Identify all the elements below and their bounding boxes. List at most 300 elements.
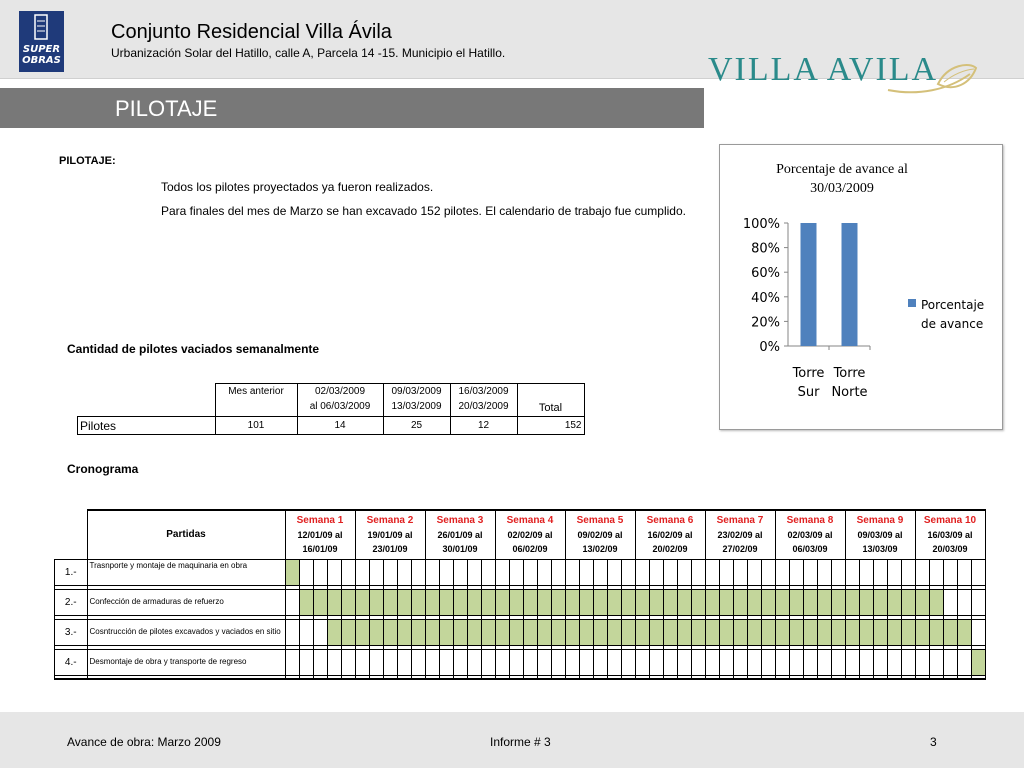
- gantt-cell: [467, 559, 481, 585]
- gantt-cell: [957, 589, 971, 615]
- gantt-cell: [397, 589, 411, 615]
- row-label: Pilotes: [78, 417, 216, 435]
- gantt-cell: [691, 619, 705, 645]
- spacer-cell: [635, 675, 649, 679]
- gantt-cell: [705, 589, 719, 615]
- gantt-cell: [957, 559, 971, 585]
- gantt-cell: [607, 619, 621, 645]
- description-paragraph-1: Todos los pilotes proyectados ya fueron realizados.: [161, 180, 434, 194]
- week-to: 27/02/09: [722, 543, 758, 554]
- gantt-cell: [355, 589, 369, 615]
- gantt-cell: [901, 649, 915, 675]
- gantt-cell: [957, 619, 971, 645]
- gantt-cell: [747, 649, 761, 675]
- gantt-cell: [873, 619, 887, 645]
- gantt-cell: [971, 589, 985, 615]
- task-label: Trasnporte y montaje de maquinaria en obra: [87, 559, 285, 585]
- gantt-cell: [789, 559, 803, 585]
- spacer-cell: [789, 675, 803, 679]
- task-label: Confección de armaduras de refuerzo: [87, 589, 285, 615]
- weekly-piles-table: [77, 383, 585, 435]
- spacer-cell: [887, 675, 901, 679]
- description-paragraph-2: Para finales del mes de Marzo se han excavado 152 pilotes. El calendario de trabajo fue cumplido.: [161, 204, 686, 218]
- week-to: 20/03/09: [932, 543, 968, 554]
- gantt-cell: [845, 649, 859, 675]
- gantt-cell: [901, 559, 915, 585]
- spacer-cell: [859, 675, 873, 679]
- gantt-cell: [593, 589, 607, 615]
- spacer-cell: [551, 675, 565, 679]
- chart-bar: [842, 223, 858, 346]
- task-label: Desmontaje de obra y transporte de regreso: [87, 649, 285, 675]
- gantt-cell: [397, 619, 411, 645]
- gantt-cell: [327, 589, 341, 615]
- gantt-cell: [313, 589, 327, 615]
- gantt-cell: [313, 619, 327, 645]
- y-tick-label: 100%: [742, 217, 780, 232]
- gantt-cell: [537, 619, 551, 645]
- brand-text: VILLA AVILA: [708, 51, 939, 88]
- weekly-value: 12: [450, 417, 517, 435]
- gantt-cell: [341, 649, 355, 675]
- week-name: Semana 6: [646, 514, 694, 526]
- spacer-cell: [677, 675, 691, 679]
- spacer-cell: [425, 675, 439, 679]
- spacer-cell: [565, 675, 579, 679]
- week-header: [285, 510, 355, 559]
- footer-left: Avance de obra: Marzo 2009: [67, 735, 221, 749]
- gantt-cell: [845, 589, 859, 615]
- weekly-header-row: [78, 384, 585, 417]
- gantt-cell: [397, 649, 411, 675]
- week-name: Semana 2: [366, 514, 414, 526]
- gantt-cell: [971, 649, 985, 675]
- spacer-cell: [495, 675, 509, 679]
- gantt-cell: [411, 559, 425, 585]
- gantt-cell: [915, 559, 929, 585]
- gantt-cell: [663, 559, 677, 585]
- gantt-cell: [719, 589, 733, 615]
- gantt-cell: [299, 649, 313, 675]
- spacer-cell: [383, 675, 397, 679]
- gantt-cell: [733, 649, 747, 675]
- gantt-cell: [467, 649, 481, 675]
- spacer-cell: [285, 675, 299, 679]
- gantt-cell: [705, 559, 719, 585]
- gantt-cell: [495, 619, 509, 645]
- gantt-cell: [327, 619, 341, 645]
- gantt-cell: [831, 589, 845, 615]
- week-to: 23/01/09: [372, 543, 408, 554]
- task-number: 3.-: [55, 619, 88, 645]
- gantt-cell: [775, 589, 789, 615]
- gantt-cell: [859, 559, 873, 585]
- gantt-cell: [971, 619, 985, 645]
- section-band: [0, 88, 704, 128]
- spacer-cell: [327, 675, 341, 679]
- gantt-cell: [859, 649, 873, 675]
- week-to: 13/03/09: [862, 543, 898, 554]
- spacer-cell: [831, 675, 845, 679]
- spacer-cell: [719, 675, 733, 679]
- col-header-l2: 20/03/2009: [458, 401, 509, 412]
- gantt-cell: [649, 619, 663, 645]
- gantt-cell: [929, 649, 943, 675]
- gantt-cell: [369, 589, 383, 615]
- spacer-cell: [915, 675, 929, 679]
- gantt-cell: [705, 619, 719, 645]
- gantt-cell: [537, 559, 551, 585]
- weekly-value: 25: [383, 417, 450, 435]
- gantt-cell: [817, 649, 831, 675]
- gantt-cell: [607, 559, 621, 585]
- spacer-cell: [397, 675, 411, 679]
- week-from: 26/01/09 al: [437, 529, 483, 540]
- gantt-cell: [677, 649, 691, 675]
- gantt-spacer-row: [55, 675, 986, 679]
- weekly-heading: Cantidad de pilotes vaciados semanalmente: [67, 342, 320, 356]
- week-header: [635, 510, 705, 559]
- gantt-cell: [775, 649, 789, 675]
- partidas-header: Partidas: [87, 510, 285, 559]
- gantt-cell: [971, 559, 985, 585]
- gantt-cell: [691, 559, 705, 585]
- gantt-cell: [467, 589, 481, 615]
- gantt-cell: [943, 589, 957, 615]
- gantt-cell: [887, 589, 901, 615]
- gantt-cell: [761, 559, 775, 585]
- spacer-cell: [299, 675, 313, 679]
- gantt-cell: [789, 619, 803, 645]
- gantt-cell: [285, 619, 299, 645]
- gantt-cell: [635, 619, 649, 645]
- total-header: Total: [517, 384, 584, 417]
- week-header: [845, 510, 915, 559]
- gantt-cell: [509, 589, 523, 615]
- weekly-data-row: [78, 417, 585, 435]
- week-name: Semana 9: [856, 514, 904, 526]
- gantt-cell: [495, 649, 509, 675]
- spacer-cell: [453, 675, 467, 679]
- spacer-cell: [733, 675, 747, 679]
- weekly-col-header: [297, 384, 383, 417]
- gantt-cell: [649, 649, 663, 675]
- description-heading: PILOTAJE:: [59, 155, 116, 167]
- gantt-cell: [565, 559, 579, 585]
- spacer-cell: [649, 675, 663, 679]
- gantt-cell: [383, 619, 397, 645]
- spacer-cell: [971, 675, 985, 679]
- gantt-cell: [327, 559, 341, 585]
- task-label: Cosntrucción de pilotes excavados y vaciados en sitio: [87, 619, 285, 645]
- gantt-cell: [425, 559, 439, 585]
- gantt-cell: [341, 589, 355, 615]
- gantt-cell: [943, 559, 957, 585]
- gantt-cell: [901, 619, 915, 645]
- gantt-cell: [425, 619, 439, 645]
- gantt-table: [54, 509, 986, 680]
- gantt-cell: [803, 649, 817, 675]
- gantt-cell: [509, 649, 523, 675]
- gantt-cell: [551, 589, 565, 615]
- spacer-cell: [607, 675, 621, 679]
- gantt-cell: [509, 559, 523, 585]
- weekly-col-header: [450, 384, 517, 417]
- x-tick-label: Torre: [792, 366, 825, 381]
- gantt-cell: [691, 649, 705, 675]
- gantt-cell: [341, 619, 355, 645]
- week-header: [425, 510, 495, 559]
- gantt-cell: [523, 619, 537, 645]
- spacer-cell: [313, 675, 327, 679]
- gantt-cell: [383, 589, 397, 615]
- week-header: [355, 510, 425, 559]
- footer-report: Informe # 3: [490, 735, 551, 749]
- gantt-cell: [621, 619, 635, 645]
- page-number: 3: [930, 735, 937, 749]
- gantt-cell: [663, 589, 677, 615]
- spacer-cell: [957, 675, 971, 679]
- gantt-cell: [719, 649, 733, 675]
- gantt-cell: [453, 649, 467, 675]
- x-tick-label: Sur: [797, 385, 820, 400]
- gantt-cell: [733, 589, 747, 615]
- weekly-col-header: [383, 384, 450, 417]
- gantt-cell: [649, 559, 663, 585]
- spacer-cell: [817, 675, 831, 679]
- gantt-cell: [411, 589, 425, 615]
- gantt-cell: [579, 649, 593, 675]
- gantt-cell: [285, 649, 299, 675]
- spacer-cell: [523, 675, 537, 679]
- gantt-cell: [285, 559, 299, 585]
- gantt-cell: [635, 649, 649, 675]
- gantt-cell: [705, 649, 719, 675]
- gantt-cell: [677, 619, 691, 645]
- gantt-cell: [551, 649, 565, 675]
- gantt-cell: [677, 559, 691, 585]
- spacer-cell: [341, 675, 355, 679]
- gantt-cell: [467, 619, 481, 645]
- gantt-cell: [803, 589, 817, 615]
- col-header-l1: 09/03/2009: [391, 386, 442, 397]
- x-tick-label: Torre: [833, 366, 866, 381]
- gantt-cell: [845, 559, 859, 585]
- super-obras-logo: [19, 11, 64, 72]
- gantt-header-row: [55, 510, 986, 559]
- week-name: Semana 3: [436, 514, 484, 526]
- gantt-cell: [537, 649, 551, 675]
- gantt-cell: [299, 589, 313, 615]
- week-to: 30/01/09: [442, 543, 478, 554]
- spacer-cell: [761, 675, 775, 679]
- gantt-cell: [859, 589, 873, 615]
- col-header-l1: Mes anterior: [228, 386, 284, 397]
- header-band: [0, 0, 1024, 88]
- gantt-cell: [593, 619, 607, 645]
- week-header: [565, 510, 635, 559]
- gantt-cell: [369, 649, 383, 675]
- gantt-cell: [285, 589, 299, 615]
- spacer-cell: [87, 675, 285, 679]
- gantt-cell: [607, 589, 621, 615]
- spacer-cell: [873, 675, 887, 679]
- gantt-cell: [663, 649, 677, 675]
- spacer-cell: [481, 675, 495, 679]
- gantt-cell: [929, 589, 943, 615]
- gantt-cell: [719, 559, 733, 585]
- gantt-cell: [761, 619, 775, 645]
- gantt-task-row: [55, 649, 986, 675]
- week-from: 09/03/09 al: [857, 529, 903, 540]
- gantt-task-row: [55, 589, 986, 615]
- gantt-cell: [397, 559, 411, 585]
- chart-title-line2: 30/03/2009: [810, 181, 874, 196]
- week-name: Semana 4: [506, 514, 554, 526]
- logo-line1: SUPER: [22, 44, 61, 55]
- gantt-cell: [425, 589, 439, 615]
- y-tick-label: 40%: [751, 290, 780, 306]
- week-from: 19/01/09 al: [367, 529, 413, 540]
- gantt-cell: [411, 619, 425, 645]
- legend-swatch: [908, 299, 916, 307]
- week-to: 20/02/09: [652, 543, 688, 554]
- gantt-cell: [439, 649, 453, 675]
- blank-cell: [78, 384, 216, 417]
- gantt-cell: [537, 589, 551, 615]
- gantt-cell: [943, 619, 957, 645]
- gantt-cell: [355, 619, 369, 645]
- gantt-cell: [327, 649, 341, 675]
- gantt-cell: [817, 589, 831, 615]
- gantt-cell: [887, 619, 901, 645]
- gantt-cell: [747, 589, 761, 615]
- col-header-l2: 13/03/2009: [391, 401, 442, 412]
- gantt-cell: [481, 559, 495, 585]
- logo-line2: OBRAS: [22, 55, 61, 66]
- gantt-cell: [495, 589, 509, 615]
- week-to: 06/03/09: [792, 543, 828, 554]
- legend-label-line1: Porcentaje: [921, 298, 985, 312]
- gantt-cell: [355, 649, 369, 675]
- gantt-cell: [831, 649, 845, 675]
- gantt-task-row: [55, 619, 986, 645]
- spacer-cell: [663, 675, 677, 679]
- gantt-cell: [341, 559, 355, 585]
- gantt-cell: [439, 619, 453, 645]
- spacer-cell: [537, 675, 551, 679]
- spacer-cell: [621, 675, 635, 679]
- gantt-cell: [579, 589, 593, 615]
- col-header-l1: 16/03/2009: [458, 386, 509, 397]
- gantt-cell: [831, 559, 845, 585]
- page-subtitle: Urbanización Solar del Hatillo, calle A, Parcela 14 -15. Municipio el Hatillo.: [111, 46, 506, 60]
- week-from: 23/02/09 al: [717, 529, 763, 540]
- gantt-cell: [481, 619, 495, 645]
- gantt-cell: [761, 649, 775, 675]
- col-header-l1: 02/03/2009: [314, 386, 366, 397]
- week-to: 16/01/09: [302, 543, 338, 554]
- week-from: 02/03/09 al: [787, 529, 833, 540]
- spacer-cell: [845, 675, 859, 679]
- gantt-cell: [369, 619, 383, 645]
- gantt-cell: [453, 619, 467, 645]
- gantt-cell: [509, 619, 523, 645]
- week-from: 16/02/09 al: [647, 529, 693, 540]
- gantt-cell: [411, 649, 425, 675]
- gantt-cell: [565, 589, 579, 615]
- gantt-cell: [887, 649, 901, 675]
- week-name: Semana 7: [716, 514, 764, 526]
- gantt-cell: [943, 649, 957, 675]
- spacer-cell: [579, 675, 593, 679]
- y-tick-label: 60%: [751, 266, 780, 282]
- weekly-total: 152: [517, 417, 584, 435]
- gantt-cell: [551, 559, 565, 585]
- spacer-cell: [509, 675, 523, 679]
- gantt-cell: [733, 559, 747, 585]
- gantt-cell: [565, 649, 579, 675]
- gantt-cell: [621, 589, 635, 615]
- gantt-cell: [383, 649, 397, 675]
- logo-text: [19, 44, 64, 66]
- y-tick-label: 20%: [751, 315, 780, 331]
- gantt-cell: [691, 589, 705, 615]
- gantt-cell: [677, 589, 691, 615]
- week-from: 09/02/09 al: [577, 529, 623, 540]
- y-tick-label: 80%: [751, 241, 780, 257]
- gantt-cell: [789, 649, 803, 675]
- gantt-cell: [803, 559, 817, 585]
- gantt-cell: [915, 589, 929, 615]
- gantt-cell: [439, 589, 453, 615]
- spacer-cell: [55, 675, 88, 679]
- week-name: Semana 8: [786, 514, 834, 526]
- gantt-cell: [719, 619, 733, 645]
- gantt-cell: [789, 589, 803, 615]
- gantt-cell: [579, 619, 593, 645]
- gantt-cell: [481, 649, 495, 675]
- gantt-cell: [481, 589, 495, 615]
- gantt-cell: [383, 559, 397, 585]
- gantt-cell: [761, 589, 775, 615]
- week-name: Semana 10: [923, 514, 977, 526]
- gantt-cell: [621, 649, 635, 675]
- spacer-cell: [691, 675, 705, 679]
- gantt-cell: [635, 589, 649, 615]
- spacer-cell: [355, 675, 369, 679]
- week-from: 16/03/09 al: [927, 529, 973, 540]
- gantt-cell: [593, 559, 607, 585]
- gantt-cell: [523, 649, 537, 675]
- week-name: Semana 5: [576, 514, 624, 526]
- gantt-cell: [775, 619, 789, 645]
- gantt-cell: [635, 559, 649, 585]
- gantt-cell: [663, 619, 677, 645]
- gantt-cell: [747, 559, 761, 585]
- spacer-cell: [775, 675, 789, 679]
- gantt-cell: [299, 619, 313, 645]
- gantt-cell: [873, 649, 887, 675]
- week-to: 13/02/09: [582, 543, 618, 554]
- chart-bar: [801, 223, 817, 346]
- chart-svg: [720, 145, 1002, 429]
- week-from: 02/02/09 al: [507, 529, 553, 540]
- progress-chart: [719, 144, 1003, 430]
- gantt-cell: [915, 619, 929, 645]
- spacer-cell: [467, 675, 481, 679]
- gantt-task-row: [55, 559, 986, 585]
